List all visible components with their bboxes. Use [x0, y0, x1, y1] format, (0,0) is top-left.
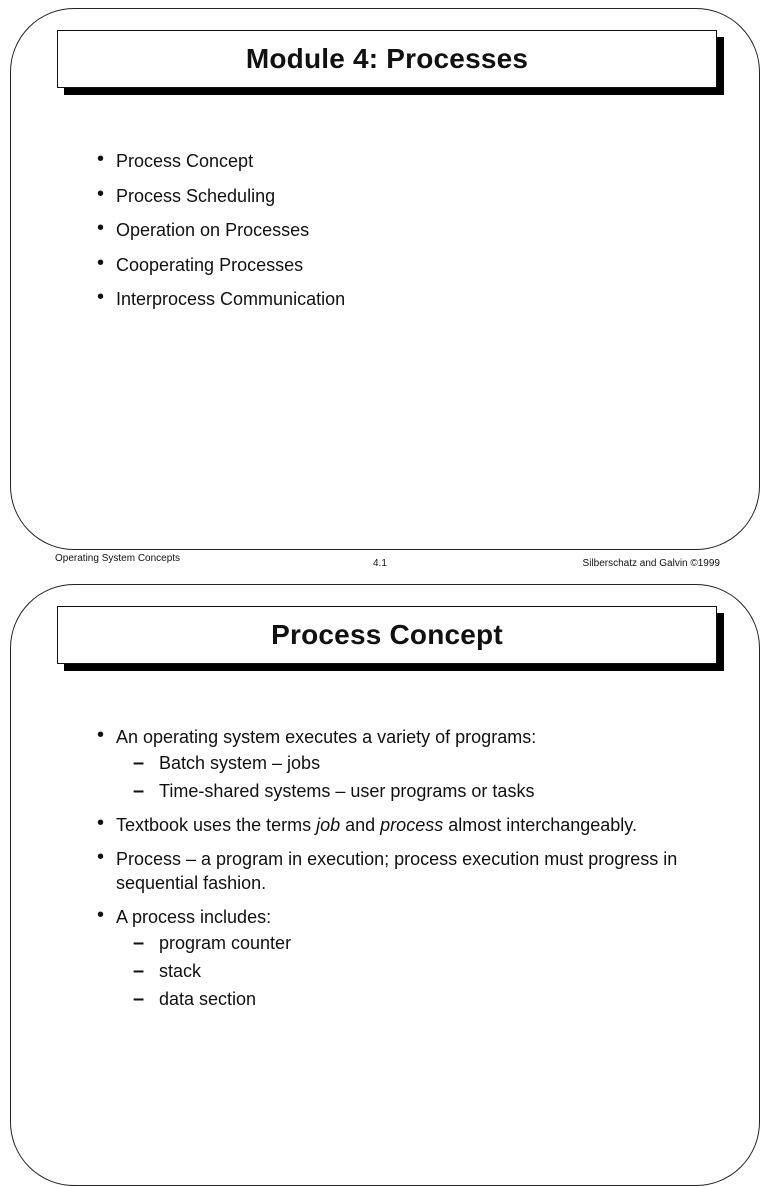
bullet-text: and: [340, 815, 381, 835]
slide-process-concept: [10, 584, 760, 1186]
bullet-item: • Process Scheduling: [97, 184, 717, 208]
footer-book-title: Operating System Concepts: [55, 553, 181, 564]
sub-item: – program counter: [116, 931, 717, 955]
bullet-item: [97, 905, 717, 1011]
sub-list: [116, 931, 717, 1011]
bullet-item: [97, 813, 717, 837]
sub-item: – Batch system – jobs: [116, 751, 717, 775]
bullet-item: • Process Concept: [97, 149, 717, 173]
bullet-text: An operating system executes a variety of programs:: [116, 727, 537, 747]
bullet-item: • Operation on Processes: [97, 218, 717, 242]
footer-page-number: 4.1: [373, 558, 387, 569]
bullet-text: almost interchangeably.: [443, 815, 637, 835]
bullet-item: [97, 725, 717, 803]
footer-copyright: Silberschatz and Galvin ©1999: [582, 558, 720, 569]
bullet-item: • Cooperating Processes: [97, 253, 717, 277]
slide-module-4: [10, 8, 760, 550]
sub-list: [116, 751, 717, 803]
term-process: process: [380, 815, 444, 835]
bullet-item: • Process – a program in execution; process execution must progress in sequential fashion.: [97, 847, 717, 895]
sub-item: – data section: [116, 987, 717, 1011]
slide-title: Process Concept: [57, 606, 717, 664]
slide-title: Module 4: Processes: [57, 30, 717, 88]
sub-item: – stack: [116, 959, 717, 983]
bullet-item: • Interprocess Communication: [97, 287, 717, 311]
bullet-list: [97, 149, 717, 322]
sub-item: – Time-shared systems – user programs or tasks: [116, 779, 717, 803]
term-job: job: [316, 815, 341, 835]
bullet-list: [97, 725, 717, 1021]
bullet-text: Textbook uses the terms: [116, 815, 317, 835]
bullet-text: A process includes:: [116, 907, 272, 927]
